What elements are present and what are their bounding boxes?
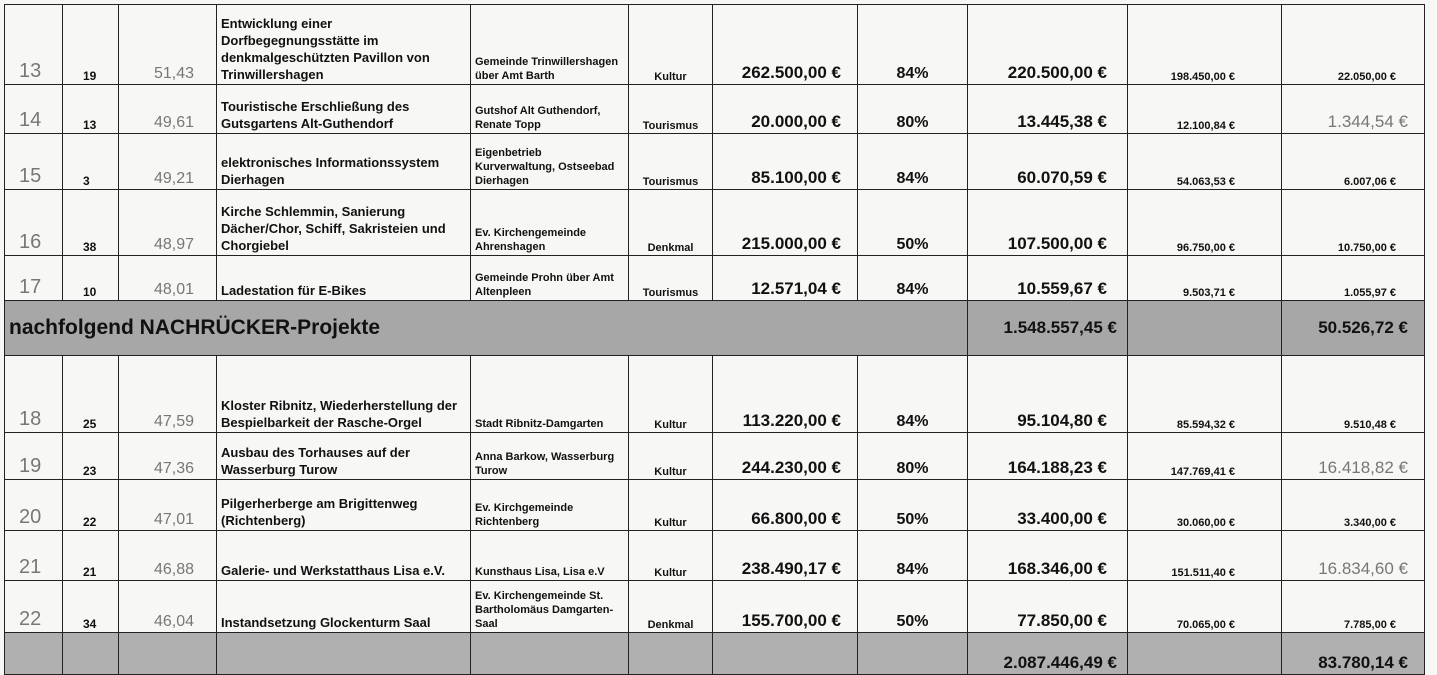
land-share-cell: 3.340,00 € bbox=[1282, 480, 1425, 531]
project-owner-cell: Gemeinde Prohn über Amt Altenpleen bbox=[471, 256, 629, 301]
land-share-cell: 10.750,00 € bbox=[1282, 190, 1425, 256]
rank-cell: 10 bbox=[63, 256, 119, 301]
rank-cell: 23 bbox=[63, 433, 119, 480]
score-cell: 48,01 bbox=[119, 256, 217, 301]
row-number-cell: 20 bbox=[5, 480, 63, 531]
row-number-cell: 19 bbox=[5, 433, 63, 480]
total-cost-cell: 85.100,00 € bbox=[713, 134, 858, 190]
rank-cell: 13 bbox=[63, 85, 119, 134]
project-owner-cell: Ev. Kirchengemeinde Ahrenshagen bbox=[471, 190, 629, 256]
eu-share-cell: 70.065,00 € bbox=[1128, 581, 1282, 633]
row-number-cell: 13 bbox=[5, 5, 63, 85]
land-share-cell: 6.007,06 € bbox=[1282, 134, 1425, 190]
eu-share-cell: 9.503,71 € bbox=[1128, 256, 1282, 301]
eu-share-cell: 12.100,84 € bbox=[1128, 85, 1282, 134]
footer-empty bbox=[858, 633, 968, 675]
funding-rate-cell: 84% bbox=[858, 531, 968, 581]
funding-rate-cell: 84% bbox=[858, 256, 968, 301]
row-number-cell: 15 bbox=[5, 134, 63, 190]
table-row bbox=[5, 256, 1425, 301]
project-owner-cell: Ev. Kirchgemeinde Richtenberg bbox=[471, 480, 629, 531]
grant-amount-cell: 164.188,23 € bbox=[968, 433, 1128, 480]
funding-rate-cell: 50% bbox=[858, 480, 968, 531]
score-cell: 49,21 bbox=[119, 134, 217, 190]
grant-amount-cell: 107.500,00 € bbox=[968, 190, 1128, 256]
funding-rate-cell: 50% bbox=[858, 190, 968, 256]
band-empty-cell bbox=[1128, 301, 1282, 356]
land-share-cell: 1.055,97 € bbox=[1282, 256, 1425, 301]
nachruecker-band bbox=[5, 301, 1425, 356]
band-label-cell bbox=[5, 301, 968, 356]
total-cost-cell: 238.490,17 € bbox=[713, 531, 858, 581]
funding-rate-cell: 84% bbox=[858, 134, 968, 190]
footer-empty bbox=[119, 633, 217, 675]
project-name-cell: Kloster Ribnitz, Wiederherstellung der Bespielbarkeit der Rasche-Orgel bbox=[217, 356, 471, 433]
category-cell: Tourismus bbox=[629, 256, 713, 301]
grant-amount-cell: 77.850,00 € bbox=[968, 581, 1128, 633]
project-owner-cell: Stadt Ribnitz-Damgarten bbox=[471, 356, 629, 433]
category-cell: Kultur bbox=[629, 5, 713, 85]
table-row bbox=[5, 433, 1425, 480]
total-cost-cell: 215.000,00 € bbox=[713, 190, 858, 256]
table-footer bbox=[5, 633, 1425, 675]
project-name-cell: elektronisches Informationssystem Dierhagen bbox=[217, 134, 471, 190]
score-cell: 49,61 bbox=[119, 85, 217, 134]
project-name-cell: Pilgerherberge am Brigittenweg (Richtenberg) bbox=[217, 480, 471, 531]
project-name-cell: Entwicklung einer Dorfbegegnungsstätte im denkmalgeschützten Pavillon von Trinwillershagen bbox=[217, 5, 471, 85]
rank-cell: 19 bbox=[63, 5, 119, 85]
land-share-cell: 9.510,48 € bbox=[1282, 356, 1425, 433]
eu-share-cell: 85.594,32 € bbox=[1128, 356, 1282, 433]
footer-empty bbox=[713, 633, 858, 675]
land-share-cell: 1.344,54 € bbox=[1282, 85, 1425, 134]
grant-amount-cell: 33.400,00 € bbox=[968, 480, 1128, 531]
footer-land-sum: 83.780,14 € bbox=[1282, 633, 1425, 675]
score-cell: 46,04 bbox=[119, 581, 217, 633]
table-row bbox=[5, 356, 1425, 433]
category-cell: Kultur bbox=[629, 480, 713, 531]
grant-amount-cell: 168.346,00 € bbox=[968, 531, 1128, 581]
eu-share-cell: 198.450,00 € bbox=[1128, 5, 1282, 85]
row-number-cell: 21 bbox=[5, 531, 63, 581]
table-row bbox=[5, 531, 1425, 581]
score-cell: 47,36 bbox=[119, 433, 217, 480]
rank-cell: 22 bbox=[63, 480, 119, 531]
rank-cell: 34 bbox=[63, 581, 119, 633]
band-land-sum: 50.526,72 € bbox=[1282, 301, 1425, 356]
project-owner-cell: Eigenbetrieb Kurverwaltung, Ostseebad Dierhagen bbox=[471, 134, 629, 190]
eu-share-cell: 147.769,41 € bbox=[1128, 433, 1282, 480]
category-cell: Tourismus bbox=[629, 134, 713, 190]
rank-cell: 25 bbox=[63, 356, 119, 433]
grant-amount-cell: 13.445,38 € bbox=[968, 85, 1128, 134]
land-share-cell: 16.418,82 € bbox=[1282, 433, 1425, 480]
eu-share-cell: 54.063,53 € bbox=[1128, 134, 1282, 190]
total-cost-cell: 12.571,04 € bbox=[713, 256, 858, 301]
table-row bbox=[5, 5, 1425, 85]
project-owner-cell: Gemeinde Trinwillershagen über Amt Barth bbox=[471, 5, 629, 85]
project-owner-cell: Gutshof Alt Guthendorf, Renate Topp bbox=[471, 85, 629, 134]
category-cell: Kultur bbox=[629, 356, 713, 433]
table-row bbox=[5, 190, 1425, 256]
project-name-cell: Ausbau des Torhauses auf der Wasserburg Turow bbox=[217, 433, 471, 480]
funding-rate-cell: 80% bbox=[858, 433, 968, 480]
project-name-cell: Instandsetzung Glockenturm Saal bbox=[217, 581, 471, 633]
rank-cell: 3 bbox=[63, 134, 119, 190]
funding-rate-cell: 84% bbox=[858, 356, 968, 433]
grant-amount-cell: 220.500,00 € bbox=[968, 5, 1128, 85]
score-cell: 46,88 bbox=[119, 531, 217, 581]
table-row bbox=[5, 134, 1425, 190]
row-number-cell: 18 bbox=[5, 356, 63, 433]
total-cost-cell: 113.220,00 € bbox=[713, 356, 858, 433]
row-number-cell: 14 bbox=[5, 85, 63, 134]
footer-empty bbox=[471, 633, 629, 675]
project-name-cell: Galerie- und Werkstatthaus Lisa e.V. bbox=[217, 531, 471, 581]
footer-empty bbox=[63, 633, 119, 675]
footer-grant-sum: 2.087.446,49 € bbox=[968, 633, 1128, 675]
table-body-bottom bbox=[5, 356, 1425, 633]
score-cell: 47,59 bbox=[119, 356, 217, 433]
project-name-cell: Ladestation für E-Bikes bbox=[217, 256, 471, 301]
eu-share-cell: 151.511,40 € bbox=[1128, 531, 1282, 581]
land-share-cell: 7.785,00 € bbox=[1282, 581, 1425, 633]
band-grant-sum: 1.548.557,45 € bbox=[968, 301, 1128, 356]
category-cell: Kultur bbox=[629, 433, 713, 480]
footer-empty bbox=[629, 633, 713, 675]
total-cost-cell: 20.000,00 € bbox=[713, 85, 858, 134]
land-share-cell: 16.834,60 € bbox=[1282, 531, 1425, 581]
score-cell: 48,97 bbox=[119, 190, 217, 256]
total-cost-cell: 155.700,00 € bbox=[713, 581, 858, 633]
grant-amount-cell: 10.559,67 € bbox=[968, 256, 1128, 301]
score-cell: 51,43 bbox=[119, 5, 217, 85]
footer-row bbox=[5, 633, 1425, 675]
land-share-cell: 22.050,00 € bbox=[1282, 5, 1425, 85]
footer-empty bbox=[1128, 633, 1282, 675]
project-owner-cell: Kunsthaus Lisa, Lisa e.V bbox=[471, 531, 629, 581]
row-number-cell: 16 bbox=[5, 190, 63, 256]
project-owner-cell: Anna Barkow, Wasserburg Turow bbox=[471, 433, 629, 480]
eu-share-cell: 30.060,00 € bbox=[1128, 480, 1282, 531]
project-name-cell: Kirche Schlemmin, Sanierung Dächer/Chor, Schiff, Sakristeien und Chorgiebel bbox=[217, 190, 471, 256]
row-number-cell: 22 bbox=[5, 581, 63, 633]
band-row bbox=[5, 301, 1425, 356]
category-cell: Kultur bbox=[629, 531, 713, 581]
footer-empty bbox=[5, 633, 63, 675]
footer-empty bbox=[217, 633, 471, 675]
rank-cell: 21 bbox=[63, 531, 119, 581]
total-cost-cell: 66.800,00 € bbox=[713, 480, 858, 531]
table-body-top bbox=[5, 5, 1425, 301]
total-cost-cell: 244.230,00 € bbox=[713, 433, 858, 480]
rank-cell: 38 bbox=[63, 190, 119, 256]
category-cell: Denkmal bbox=[629, 581, 713, 633]
band-label: nachfolgend NACHRÜCKER-Projekte bbox=[9, 316, 381, 339]
row-number-cell: 17 bbox=[5, 256, 63, 301]
eu-share-cell: 96.750,00 € bbox=[1128, 190, 1282, 256]
funding-rate-cell: 80% bbox=[858, 85, 968, 134]
grant-amount-cell: 95.104,80 € bbox=[968, 356, 1128, 433]
category-cell: Denkmal bbox=[629, 190, 713, 256]
project-owner-cell: Ev. Kirchengemeinde St. Bartholomäus Damgarten-Saal bbox=[471, 581, 629, 633]
category-cell: Tourismus bbox=[629, 85, 713, 134]
table-row bbox=[5, 581, 1425, 633]
project-name-cell: Touristische Erschließung des Gutsgartens Alt-Guthendorf bbox=[217, 85, 471, 134]
table-row bbox=[5, 85, 1425, 134]
total-cost-cell: 262.500,00 € bbox=[713, 5, 858, 85]
grant-amount-cell: 60.070,59 € bbox=[968, 134, 1128, 190]
funding-rate-cell: 84% bbox=[858, 5, 968, 85]
funding-table bbox=[4, 4, 1425, 675]
funding-rate-cell: 50% bbox=[858, 581, 968, 633]
score-cell: 47,01 bbox=[119, 480, 217, 531]
table-row bbox=[5, 480, 1425, 531]
